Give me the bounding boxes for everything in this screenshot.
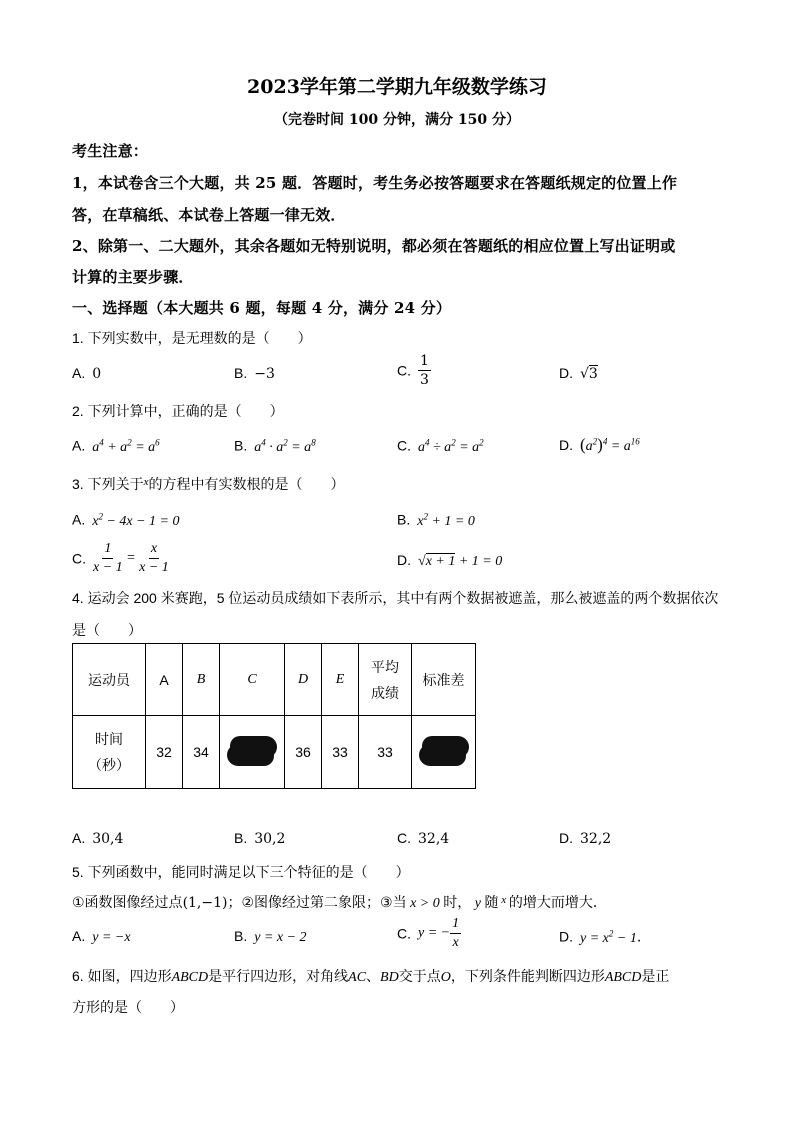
option-label: A.: [72, 437, 86, 454]
header-std-dev: 标准差: [412, 644, 476, 716]
option-label: C.: [72, 550, 86, 567]
q3-option-d: D. √x + 1 + 1 = 0: [397, 552, 503, 569]
condition-text: ；②图像经过第二象限；③当: [227, 894, 407, 910]
option-label: C.: [397, 362, 411, 379]
option-label: A.: [72, 830, 86, 846]
header-b: B: [183, 644, 220, 716]
q5-option-d: D. $y = x^2 - 1$.: [559, 928, 642, 946]
stem-text: 3. 下列关于: [72, 476, 144, 492]
q2-option-a: A. $a^4 + a^2 = a^6$: [72, 437, 160, 455]
row-label: [73, 716, 146, 789]
q1-option-b: [234, 365, 275, 383]
table-row: [73, 716, 476, 789]
notice-line-2a: 2、除第一、二大题外，其余各题如无特别说明，都必须在答题纸的相应位置上写出证明或: [72, 237, 676, 255]
option-value: 32,4: [418, 831, 450, 847]
diagonal-bd: BD: [380, 970, 399, 985]
condition-text: ①函数图像经过点: [72, 894, 183, 910]
header-e: E: [322, 644, 359, 716]
fraction: [418, 354, 431, 387]
q5-option-c: C. y = − $\frac{1}{x}$: [397, 916, 460, 950]
question-2-stem: 2. 下列计算中，正确的是（ ）: [72, 403, 284, 419]
option-label: D.: [559, 928, 573, 945]
section-1-heading: 一、选择题（本大题共 6 题，每题 4 分，满分 24 分）: [72, 299, 452, 317]
option-label: C.: [397, 925, 411, 942]
q4-option-a: [72, 830, 123, 848]
stem-text: 是正: [641, 968, 670, 984]
question-6-stem-line-1: [72, 966, 669, 986]
q1-option-a: [72, 365, 101, 383]
denominator: 3: [420, 372, 429, 388]
option-label: B.: [234, 365, 248, 381]
question-6-stem-line-2: 方形的是（ ）: [72, 999, 184, 1015]
header-d: D: [285, 644, 322, 716]
cell-a: 32: [146, 716, 183, 789]
notice-line-2b: 计算的主要步骤．: [72, 268, 194, 286]
variable: x: [143, 476, 149, 488]
header-athlete: 运动员: [73, 644, 146, 716]
option-value: 0: [92, 366, 102, 382]
sqrt-sign: √: [580, 366, 589, 382]
notice-line-1a: 1，本试卷含三个大题，共 25 题．答题时，考生务必按答题要求在答题纸规定的位置上作: [72, 174, 678, 192]
condition-text: 的增大而增大．: [508, 894, 607, 910]
point-coord: (1,−1): [182, 895, 228, 911]
cell-b: 34: [183, 716, 220, 789]
question-4-stem-line-1: 4. 运动会 200 米赛跑，5 位运动员成绩如下表所示，其中有两个数据被遮盖，那么被遮盖的两个数据依次: [72, 590, 719, 606]
cell-average: 33: [359, 716, 412, 789]
diagonal-ac: AC: [348, 970, 367, 985]
q1-option-c: [397, 354, 431, 387]
option-label: B.: [234, 830, 248, 846]
header-average: [359, 644, 412, 716]
numerator: 1: [420, 353, 429, 369]
ink-blot-cover: [423, 738, 465, 764]
q2-option-b: B. $a^4 \cdot a^2 = a^8$: [234, 437, 316, 455]
condition-text: 随: [484, 894, 499, 910]
page-title: 2023学年第二学期九年级数学练习: [247, 76, 547, 98]
cell-std-covered: [412, 716, 476, 789]
question-1-stem: 1. 下列实数中，是无理数的是（ ）: [72, 330, 312, 346]
cell-c-covered: [220, 716, 285, 789]
header-c: C: [220, 644, 285, 716]
stem-text: 6. 如图，四边形: [72, 968, 172, 984]
q1-option-d: [559, 365, 598, 383]
q3-option-b: B. $x^2 + 1 = 0$: [397, 511, 475, 529]
header-average-line-2: 成绩: [371, 684, 399, 701]
option-label: D.: [559, 437, 573, 453]
option-label: B.: [234, 928, 248, 944]
quad-name: ABCD: [604, 970, 642, 985]
athlete-score-table: [72, 643, 476, 789]
question-4-stem-line-2: 是（ ）: [72, 622, 142, 638]
page-subtitle: （完卷时间 100 分钟，满分 150 分）: [274, 112, 520, 128]
quad-name: ABCD: [171, 970, 209, 985]
option-label: A.: [72, 365, 86, 381]
option-label: D.: [397, 552, 411, 568]
stem-text: 交于点: [398, 968, 441, 984]
stem-text: 、: [366, 968, 381, 984]
option-value: 30,2: [254, 831, 286, 847]
q3-option-a: A. $x^2 - 4x - 1 = 0$: [72, 511, 180, 529]
table-header-row: [73, 644, 476, 716]
q2-option-d: D. $(a^2)^4 = a^{16}$: [559, 435, 640, 454]
question-3-stem: [72, 474, 344, 494]
q4-option-d: [559, 830, 611, 848]
q2-option-c: C. $a^4 \div a^2 = a^2$: [397, 437, 484, 455]
option-label: C.: [397, 830, 411, 846]
option-label: C.: [397, 437, 411, 454]
q4-option-c: [397, 830, 449, 848]
q5-option-a: A. y = −x: [72, 928, 131, 945]
option-label: B.: [397, 511, 411, 528]
option-label: A.: [72, 511, 86, 528]
stem-text: 是平行四边形，对角线: [208, 968, 349, 984]
ink-blot-cover: [231, 738, 273, 764]
cell-e: 33: [322, 716, 359, 789]
option-label: B.: [234, 437, 248, 454]
question-5-stem: 5. 下列函数中，能同时满足以下三个特征的是（ ）: [72, 864, 410, 880]
radicand: 3: [588, 366, 598, 382]
q5-option-b: B. y = x − 2: [234, 928, 307, 945]
header-average-line-1: 平均: [371, 658, 399, 675]
question-5-conditions: ①函数图像经过点(1,−1)；②图像经过第二象限；③当 x > 0 时， y 随 $^x$ 的增大而增大．: [72, 894, 607, 911]
q4-option-b: [234, 830, 285, 848]
option-value: 32,2: [580, 831, 612, 847]
notice-line-1b: 答，在草稿纸、本试卷上答题一律无效．: [72, 206, 346, 224]
point-o: O: [440, 970, 451, 985]
cell-d: 36: [285, 716, 322, 789]
row-label-line-1: 时间: [95, 731, 123, 747]
row-label-line-2: （秒）: [88, 757, 130, 773]
option-label: A.: [72, 928, 86, 944]
option-value: 30,4: [92, 831, 124, 847]
condition-text: 时，: [443, 894, 472, 910]
stem-text: 的方程中有实数根的是（ ）: [148, 476, 345, 492]
header-a: A: [146, 644, 183, 716]
option-label: D.: [559, 365, 573, 381]
stem-text: ，下列条件能判断四边形: [450, 968, 605, 984]
q3-option-c: C. $\frac{1}{x - 1}$ = $\frac{x}{x - 1}$: [72, 541, 169, 575]
option-label: D.: [559, 830, 573, 846]
notice-heading: 考生注意：: [72, 142, 149, 160]
option-value: −3: [254, 366, 275, 382]
